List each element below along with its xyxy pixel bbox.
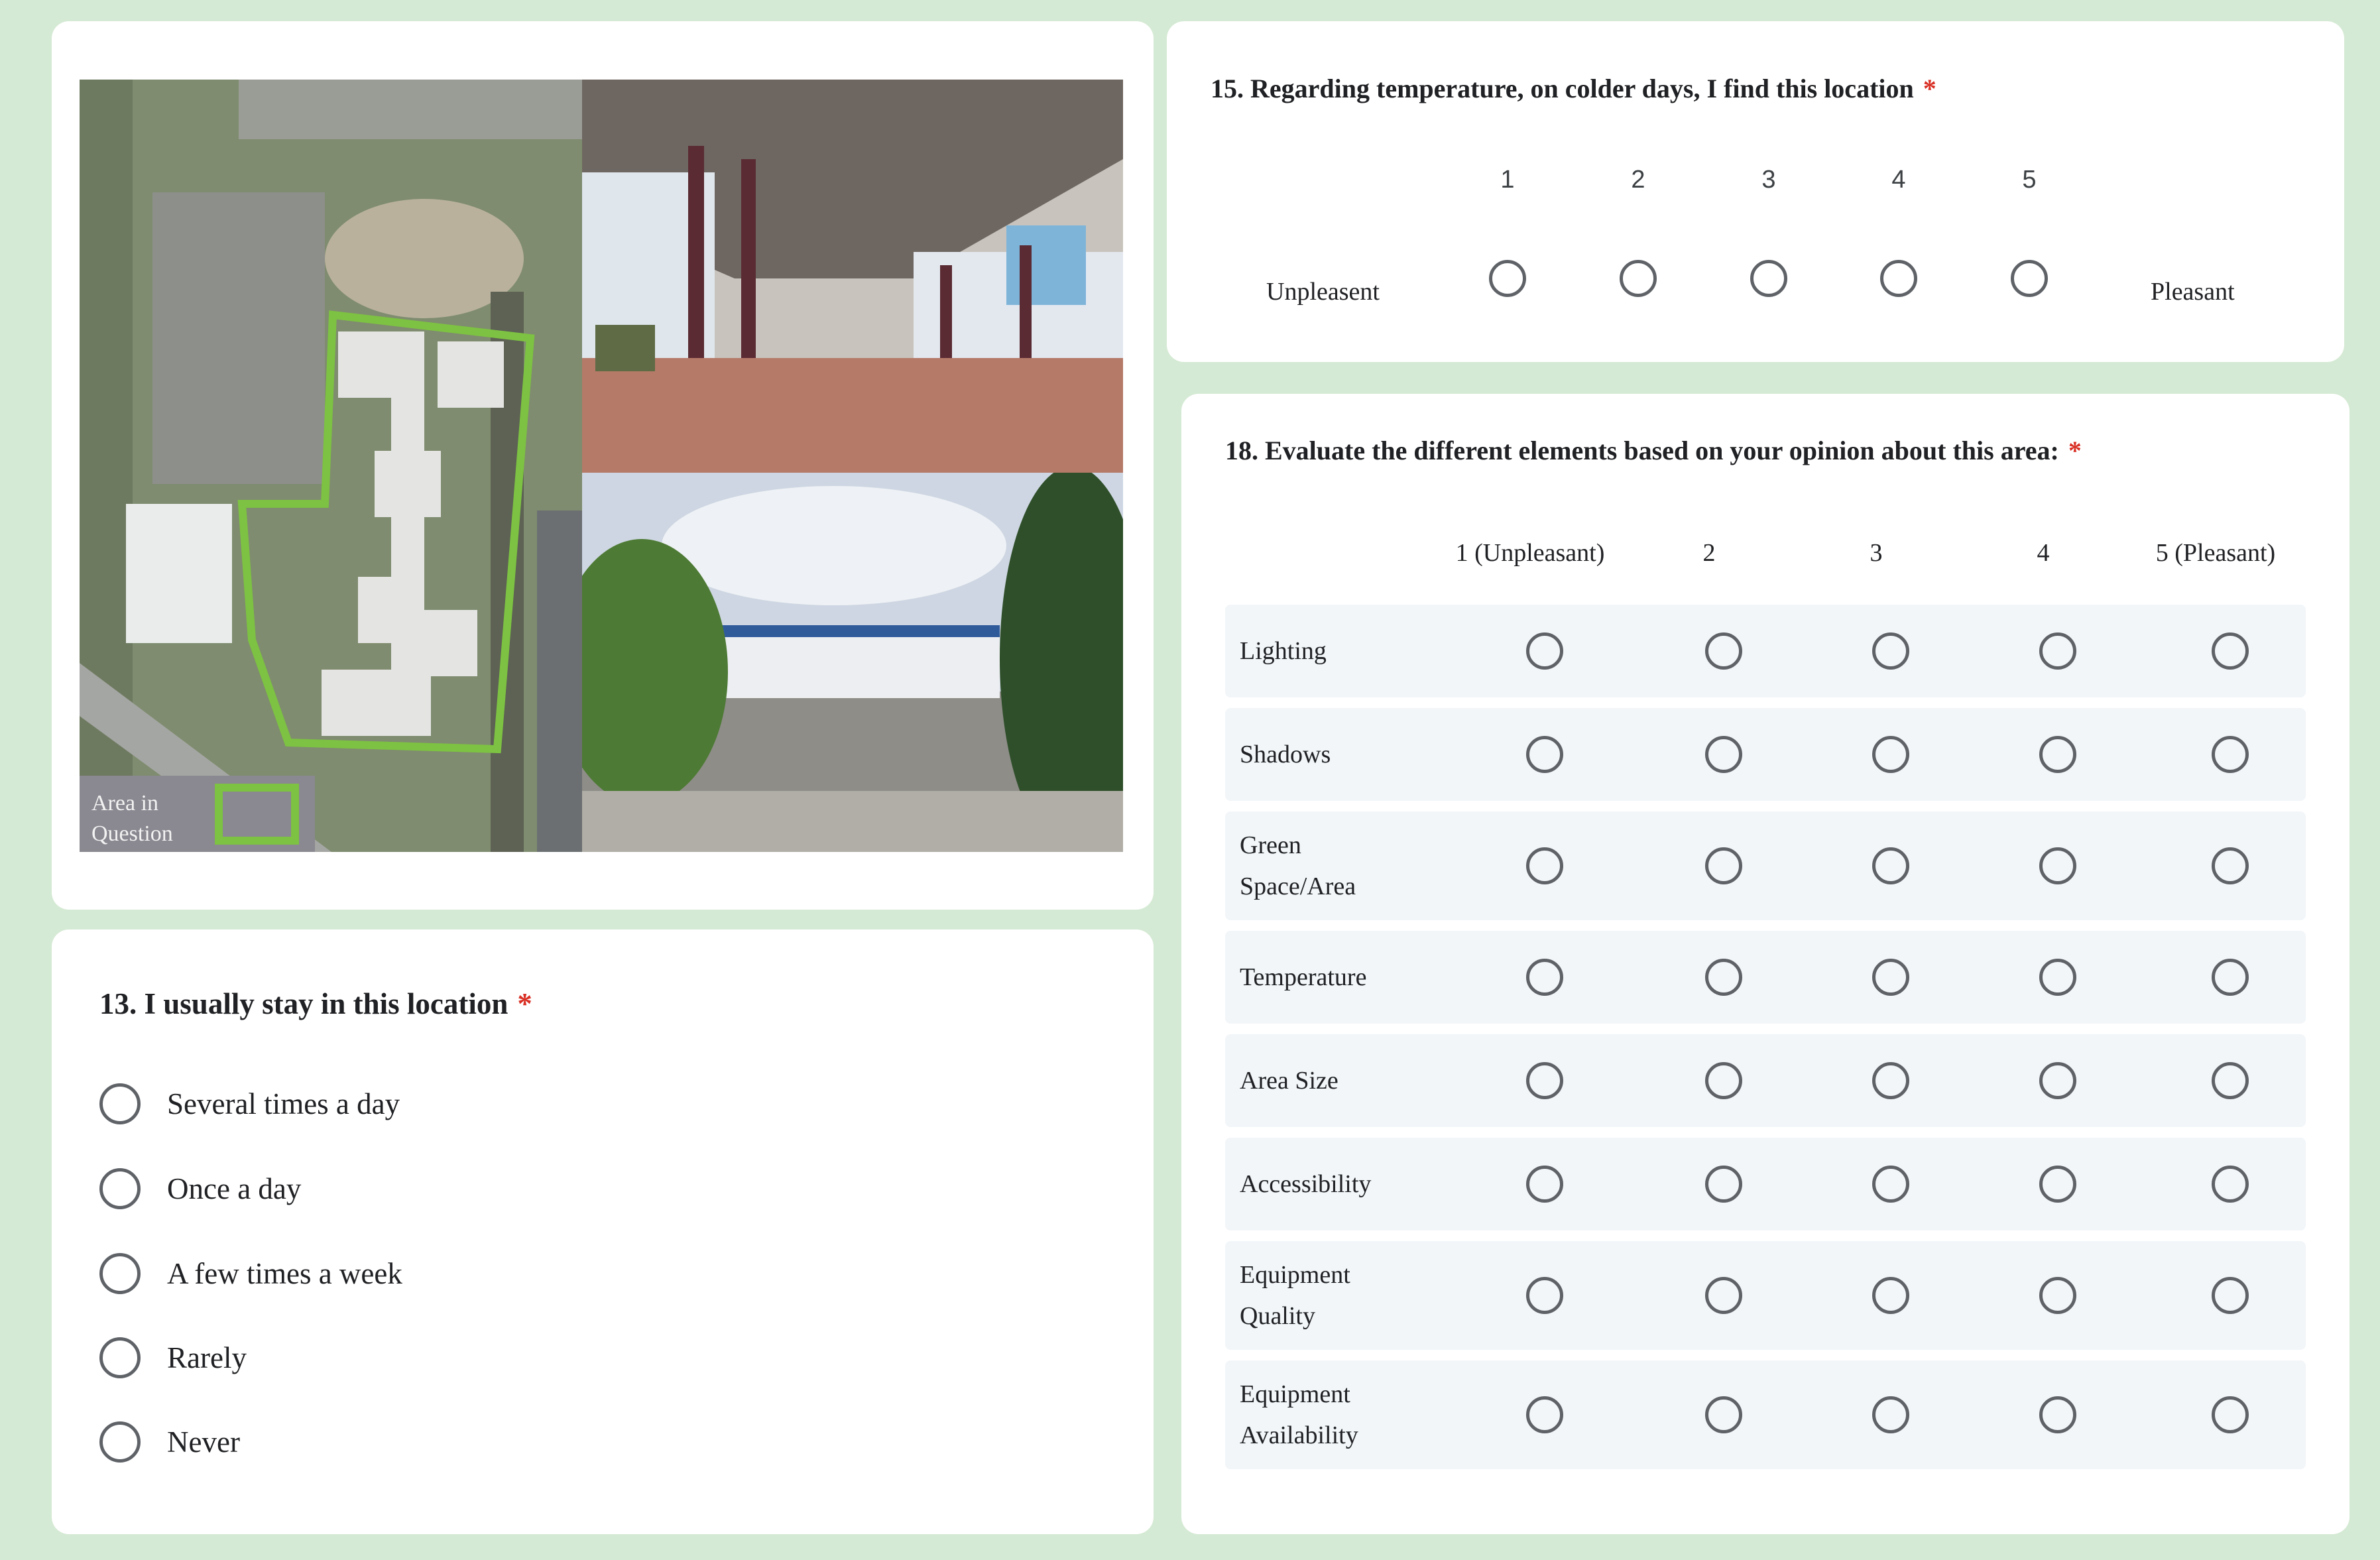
grid-radio[interactable] [1526, 736, 1563, 773]
required-asterisk: * [517, 987, 532, 1020]
scale-high-label: Pleasant [2151, 278, 2235, 306]
grid-radio[interactable] [1705, 1277, 1742, 1314]
svg-text:Question: Question [91, 821, 173, 846]
grid-row-equipment-availability: Equipment Availability [1225, 1360, 2306, 1469]
scale-label-5: 5 [2022, 166, 2037, 194]
grid-radio[interactable] [2212, 1396, 2249, 1433]
grid-radio[interactable] [2039, 1062, 2076, 1099]
grid-radio[interactable] [1705, 847, 1742, 884]
question-13-title: 13. I usually stay in this location * [99, 987, 532, 1020]
grid-row-area-size: Area Size [1225, 1034, 2306, 1127]
grid-radio[interactable] [1872, 1277, 1909, 1314]
question-13-card [52, 930, 1154, 1534]
grid-radio[interactable] [1872, 959, 1909, 996]
grid-row-shadows: Shadows [1225, 708, 2306, 801]
grid-radio[interactable] [1705, 1396, 1742, 1433]
grid-radio[interactable] [1526, 1062, 1563, 1099]
required-asterisk: * [2068, 436, 2082, 465]
grid-radio[interactable] [1872, 847, 1909, 884]
scale-low-label: Unpleasent [1266, 278, 1380, 306]
grid-radio[interactable] [1705, 632, 1742, 670]
grid-radio[interactable] [1705, 1062, 1742, 1099]
scale-radio-3[interactable] [1750, 260, 1787, 297]
grid-radio[interactable] [2039, 847, 2076, 884]
grid-radio[interactable] [1872, 1396, 1909, 1433]
option-several-times-a-day[interactable]: Several times a day [99, 1081, 400, 1127]
option-rarely[interactable]: Rarely [99, 1335, 247, 1381]
question-15-title: 15. Regarding temperature, on colder days, I find this location * [1211, 74, 1936, 103]
scale-radio-5[interactable] [2011, 260, 2048, 297]
scale-radio-1[interactable] [1489, 260, 1526, 297]
column-header-2: 2 [1702, 539, 1716, 567]
grid-radio[interactable] [2039, 1396, 2076, 1433]
scale-radio-2[interactable] [1620, 260, 1657, 297]
scale-label-4: 4 [1891, 166, 1906, 194]
grid-radio[interactable] [2212, 1062, 2249, 1099]
grid-radio[interactable] [1526, 959, 1563, 996]
covered-walkway-photo [582, 80, 1123, 473]
grid-radio[interactable] [2039, 632, 2076, 670]
option-a-few-times-a-week[interactable]: A few times a week [99, 1250, 402, 1297]
image-card [52, 21, 1154, 910]
question-18-title: 18. Evaluate the different elements based on your opinion about this area: * [1225, 436, 2082, 465]
grid-radio[interactable] [1526, 632, 1563, 670]
radio-button[interactable] [99, 1168, 141, 1209]
scale-radio-4[interactable] [1880, 260, 1917, 297]
grid-row-green-space: Green Space/Area [1225, 811, 2306, 920]
grid-radio[interactable] [1872, 1166, 1909, 1203]
grid-radio[interactable] [2212, 1166, 2249, 1203]
grid-radio[interactable] [2039, 1277, 2076, 1314]
column-header-3: 3 [1870, 539, 1883, 567]
radio-button[interactable] [99, 1083, 141, 1124]
courtyard-photo [582, 473, 1123, 852]
scale-label-2: 2 [1631, 166, 1645, 194]
scale-label-1: 1 [1500, 166, 1515, 194]
grid-row-lighting: Lighting [1225, 605, 2306, 697]
grid-radio[interactable] [2212, 632, 2249, 670]
grid-radio[interactable] [1526, 1166, 1563, 1203]
legend-label: Area in [91, 791, 159, 815]
grid-radio[interactable] [1872, 1062, 1909, 1099]
required-asterisk: * [1923, 74, 1936, 103]
option-once-a-day[interactable]: Once a day [99, 1166, 301, 1212]
grid-radio[interactable] [2039, 736, 2076, 773]
radio-button[interactable] [99, 1253, 141, 1294]
scale-label-3: 3 [1761, 166, 1776, 194]
grid-row-equipment-quality: Equipment Quality [1225, 1241, 2306, 1350]
grid-radio[interactable] [2212, 1277, 2249, 1314]
grid-radio[interactable] [1526, 1396, 1563, 1433]
grid-radio[interactable] [1872, 736, 1909, 773]
grid-radio[interactable] [2212, 736, 2249, 773]
grid-radio[interactable] [1705, 736, 1742, 773]
grid-radio[interactable] [1526, 847, 1563, 884]
grid-radio[interactable] [2039, 1166, 2076, 1203]
grid-radio[interactable] [2039, 959, 2076, 996]
option-never[interactable]: Never [99, 1419, 240, 1465]
grid-radio[interactable] [1526, 1277, 1563, 1314]
column-header-5: 5 (Pleasant) [2155, 539, 2276, 567]
grid-radio[interactable] [1705, 1166, 1742, 1203]
radio-button[interactable] [99, 1337, 141, 1378]
grid-row-accessibility: Accessibility [1225, 1138, 2306, 1230]
radio-button[interactable] [99, 1421, 141, 1463]
column-header-4: 4 [2037, 539, 2050, 567]
aerial-map-image [80, 80, 583, 852]
column-header-1: 1 (Unpleasant) [1455, 539, 1605, 567]
grid-radio[interactable] [2212, 959, 2249, 996]
grid-radio[interactable] [1872, 632, 1909, 670]
question-15-card [1167, 21, 2344, 362]
grid-radio[interactable] [1705, 959, 1742, 996]
question-18-card [1181, 394, 2350, 1534]
grid-radio[interactable] [2212, 847, 2249, 884]
grid-row-temperature: Temperature [1225, 931, 2306, 1024]
